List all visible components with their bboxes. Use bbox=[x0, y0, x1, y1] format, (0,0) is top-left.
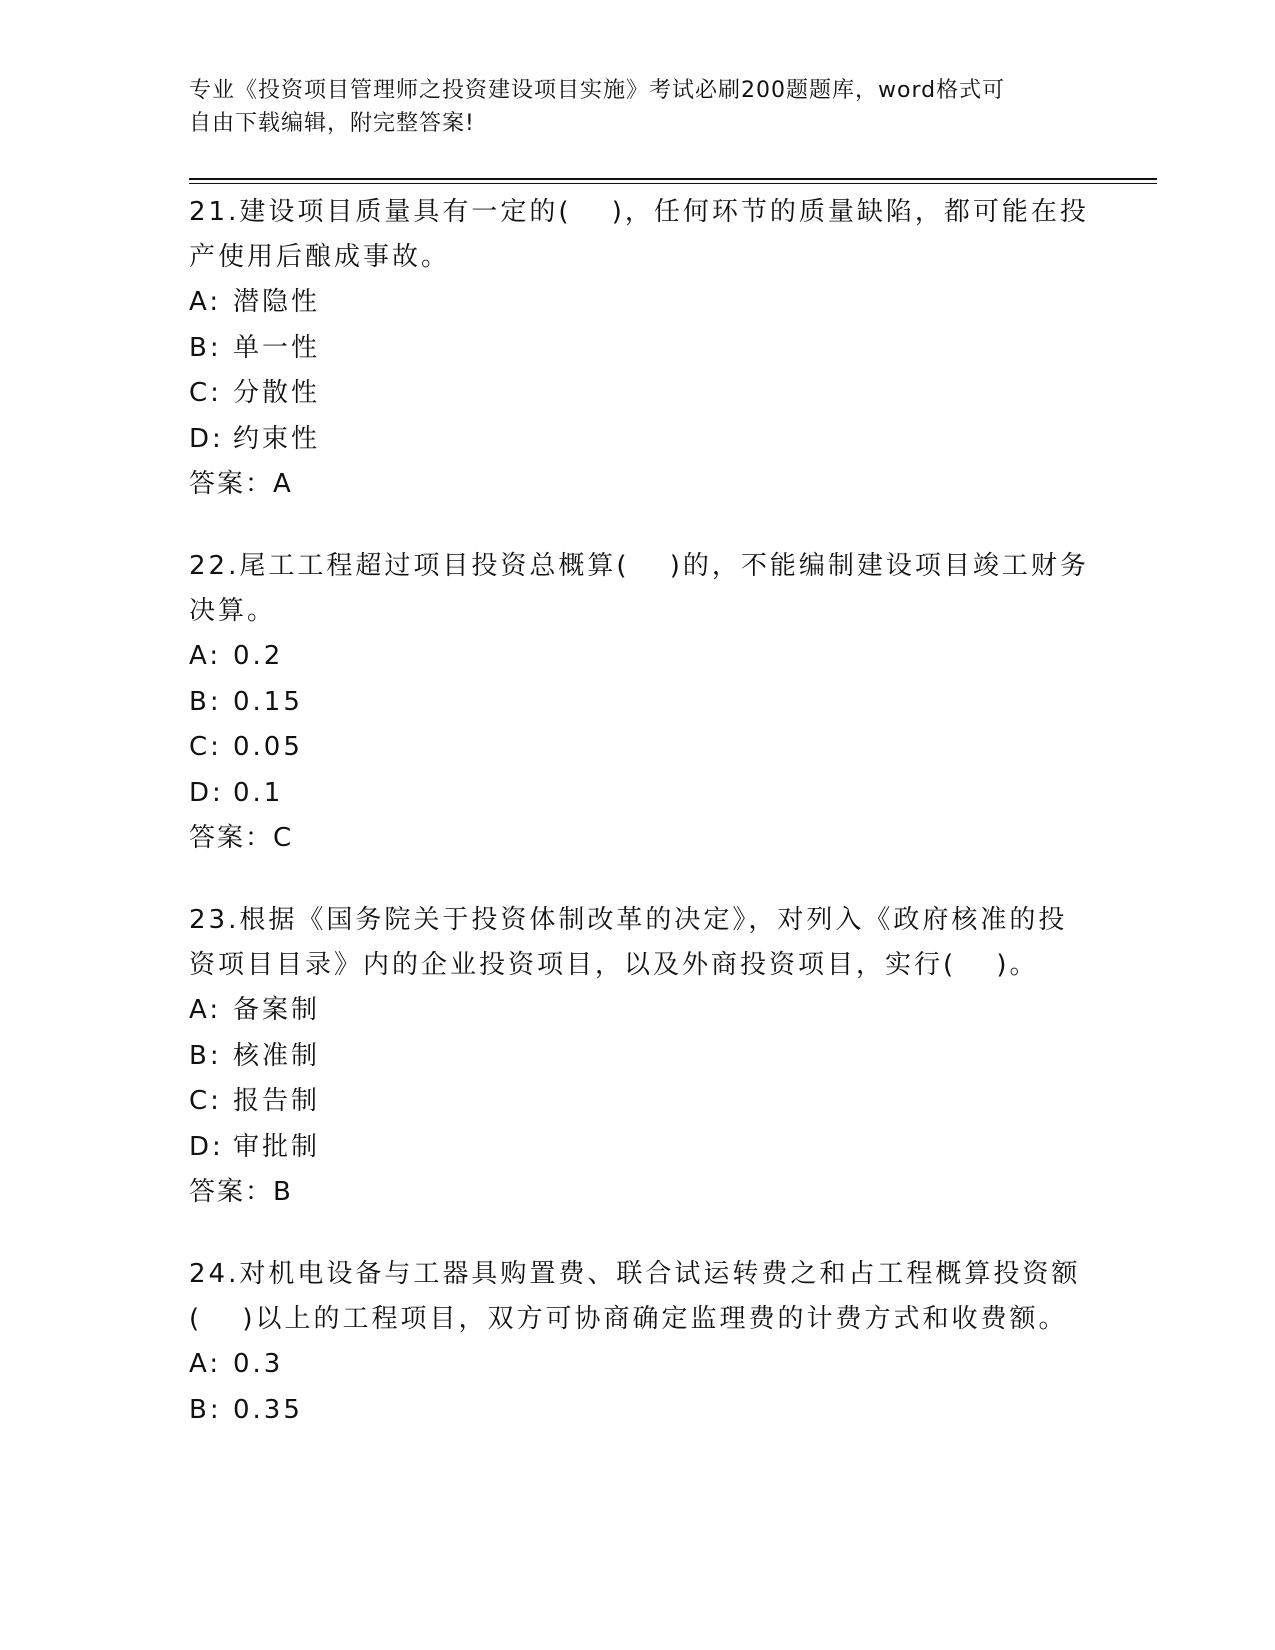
option-d bbox=[189, 417, 1089, 463]
option-letter: B: bbox=[189, 332, 222, 363]
option-b bbox=[189, 680, 1089, 726]
option-text: 报告制 bbox=[233, 1086, 321, 1116]
option-letter: A: bbox=[189, 995, 222, 1025]
option-letter: C: bbox=[189, 732, 222, 762]
option-letter: D: bbox=[189, 423, 224, 454]
option-text: 单一性 bbox=[233, 332, 321, 363]
question-23 bbox=[189, 898, 1089, 1215]
option-letter: B: bbox=[189, 1394, 222, 1425]
option-b bbox=[189, 1034, 1089, 1080]
option-text: 潜隐性 bbox=[233, 287, 321, 317]
option-d bbox=[189, 771, 1089, 817]
header-divider-thin bbox=[189, 183, 1157, 184]
option-d bbox=[189, 1125, 1089, 1171]
option-c bbox=[189, 371, 1089, 417]
header-line-1: 专业《投资项目管理师之投资建设项目实施》考试必刷200题题库，word格式可 bbox=[189, 78, 1006, 103]
question-stem: 22.尾工工程超过项目投资总概算( )的，不能编制建设项目竣工财务决算。 bbox=[189, 551, 1089, 626]
option-text: 0.2 bbox=[233, 641, 284, 671]
option-text: 0.15 bbox=[233, 686, 303, 717]
question-list bbox=[189, 190, 1089, 1470]
option-text: 分散性 bbox=[233, 378, 321, 408]
option-letter: D: bbox=[189, 1131, 224, 1162]
option-text: 备案制 bbox=[233, 995, 321, 1025]
answer-line: 答案：C bbox=[189, 823, 294, 853]
question-stem: 23.根据《国务院关于投资体制改革的决定》，对列入《政府核准的投资项目目录》内的企业投资项目，以及外商投资项目，实行( )。 bbox=[189, 905, 1068, 980]
option-a bbox=[189, 280, 1089, 326]
question-24 bbox=[189, 1252, 1089, 1433]
document-header bbox=[189, 74, 1069, 140]
option-text: 0.3 bbox=[233, 1349, 284, 1379]
option-text: 0.05 bbox=[233, 732, 303, 762]
option-b bbox=[189, 1388, 1089, 1434]
question-22 bbox=[189, 544, 1089, 861]
option-a bbox=[189, 988, 1089, 1034]
option-letter: A: bbox=[189, 287, 222, 317]
header-divider-thick bbox=[189, 178, 1157, 180]
option-c bbox=[189, 725, 1089, 771]
option-b bbox=[189, 326, 1089, 372]
option-letter: C: bbox=[189, 378, 222, 408]
option-a bbox=[189, 634, 1089, 680]
option-text: 审批制 bbox=[233, 1131, 321, 1162]
answer-line: 答案：B bbox=[189, 1177, 293, 1207]
option-c bbox=[189, 1079, 1089, 1125]
option-letter: A: bbox=[189, 641, 222, 671]
option-letter: C: bbox=[189, 1086, 222, 1116]
option-letter: D: bbox=[189, 777, 224, 808]
option-text: 约束性 bbox=[233, 423, 321, 454]
answer-line: 答案：A bbox=[189, 469, 293, 499]
option-text: 核准制 bbox=[233, 1040, 321, 1071]
option-text: 0.35 bbox=[233, 1394, 303, 1425]
option-letter: A: bbox=[189, 1349, 222, 1379]
question-stem: 24.对机电设备与工器具购置费、联合试运转费之和占工程概算投资额( )以上的工程项目，双方可协商确定监理费的计费方式和收费额。 bbox=[189, 1259, 1081, 1334]
option-text: 0.1 bbox=[233, 777, 284, 808]
question-21 bbox=[189, 190, 1089, 507]
question-stem: 21.建设项目质量具有一定的( )，任何环节的质量缺陷，都可能在投产使用后酿成事故。 bbox=[189, 197, 1089, 272]
option-a bbox=[189, 1342, 1089, 1388]
option-letter: B: bbox=[189, 686, 222, 717]
option-letter: B: bbox=[189, 1040, 222, 1071]
header-line-2: 自由下载编辑，附完整答案! bbox=[189, 111, 475, 136]
